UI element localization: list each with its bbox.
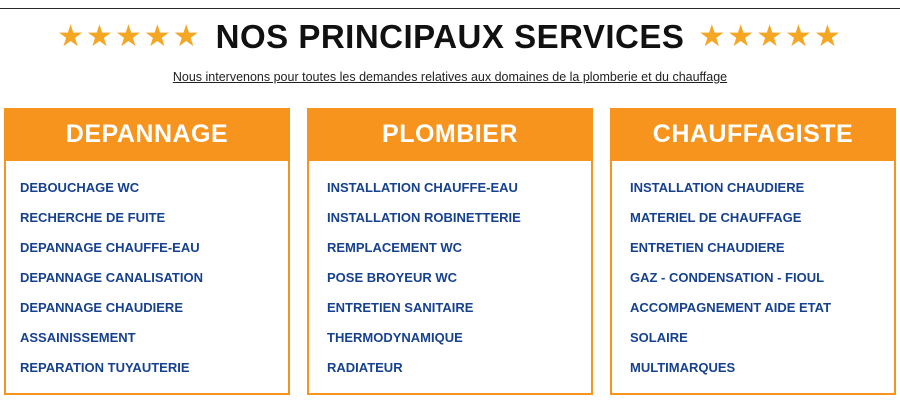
list-item[interactable]: ENTRETIEN CHAUDIERE (630, 240, 785, 255)
list-item[interactable]: MATERIEL DE CHAUFFAGE (630, 210, 802, 225)
list-item[interactable]: DEBOUCHAGE WC (20, 180, 140, 195)
list-item[interactable]: ACCOMPAGNEMENT AIDE ETAT (630, 300, 832, 315)
page-subtitle: Nous intervenons pour toutes les demandes relatives aux domaines de la plomberie et du chauffage (172, 70, 728, 84)
list-item[interactable]: ENTRETIEN SANITAIRE (327, 300, 474, 315)
list-item[interactable]: REMPLACEMENT WC (327, 240, 463, 255)
list-item[interactable]: GAZ - CONDENSATION - FIOUL (630, 270, 825, 285)
list-item[interactable]: POSE BROYEUR WC (327, 270, 458, 285)
star-rating-left-icon: ★★★★★ (57, 20, 202, 53)
list-item[interactable]: INSTALLATION CHAUFFE-EAU (327, 180, 518, 195)
list-item[interactable]: THERMODYNAMIQUE (327, 330, 463, 345)
top-divider (0, 8, 900, 9)
service-card-depannage (4, 108, 290, 395)
service-card-plombier (307, 108, 593, 395)
star-rating-right-icon: ★★★★★ (698, 20, 843, 53)
service-list (6, 161, 288, 393)
list-item[interactable]: INSTALLATION ROBINETTERIE (327, 210, 521, 225)
list-item[interactable]: SOLAIRE (630, 330, 688, 345)
page-title (0, 18, 900, 56)
list-item[interactable]: REPARATION TUYAUTERIE (20, 360, 190, 375)
list-item[interactable]: DEPANNAGE CHAUDIERE (20, 300, 183, 315)
list-item[interactable]: MULTIMARQUES (630, 360, 736, 375)
service-card-chauffagiste (610, 108, 896, 395)
service-list (309, 161, 591, 393)
list-item[interactable]: ASSAINISSEMENT (20, 330, 136, 345)
list-item[interactable]: INSTALLATION CHAUDIERE (630, 180, 805, 195)
service-list (612, 161, 894, 393)
service-card-title: DEPANNAGE (6, 110, 288, 161)
service-card-title: PLOMBIER (309, 110, 591, 161)
service-card-title: CHAUFFAGISTE (612, 110, 894, 161)
page-title-text: NOS PRINCIPAUX SERVICES (215, 18, 685, 55)
service-columns (0, 108, 900, 395)
list-item[interactable]: DEPANNAGE CHAUFFE-EAU (20, 240, 200, 255)
subtitle-container (0, 68, 900, 86)
list-item[interactable]: DEPANNAGE CANALISATION (20, 270, 203, 285)
list-item[interactable]: RADIATEUR (327, 360, 403, 375)
list-item[interactable]: RECHERCHE DE FUITE (20, 210, 166, 225)
